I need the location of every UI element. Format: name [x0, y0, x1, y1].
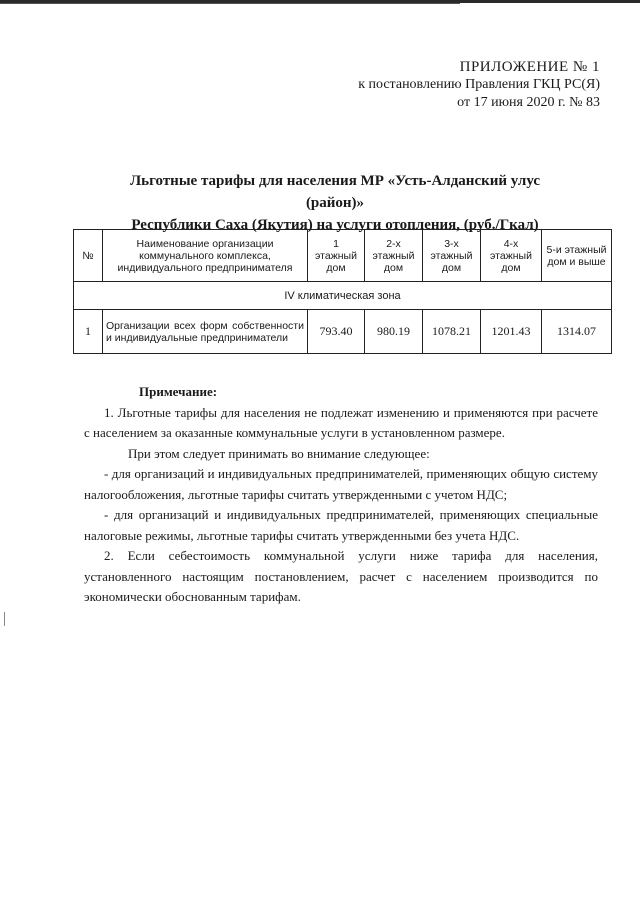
header-floor-2: 2-х этажный дом [365, 230, 423, 282]
header-floor-1: 1 этажный дом [308, 230, 365, 282]
tariff-table [73, 229, 612, 354]
header-floor-4: 4-х этажный дом [481, 230, 542, 282]
header-floor-5: 5-и этажный дом и выше [542, 230, 612, 282]
document-title [100, 170, 570, 236]
note-paragraph-3: - для организаций и индивидуальных предпринимателей, применяющих общую систему налогообложения, льготные тарифы считать утвержденными с учетом НДС; [84, 466, 598, 502]
note-paragraph-4: - для организаций и индивидуальных предпринимателей, применяющих специальные налоговые режимы, льготные тарифы считать утвержденными без учета НДС. [84, 507, 598, 543]
tariff-floor-3: 1078.21 [423, 310, 481, 354]
row-organization: Организации всех форм собственности и индивидуальные предприниматели [103, 310, 308, 354]
header-number: № [74, 230, 103, 282]
appendix-header [358, 58, 600, 112]
appendix-resolution-ref: к постановлению Правления ГКЦ РС(Я) [358, 77, 600, 92]
header-organization: Наименование организации коммунального комплекса, индивидуального предпринимателя [103, 230, 308, 282]
note-paragraph-5: 2. Если себестоимость коммунальной услуги ниже тарифа для населения, установленного настоящим постановлением, расчет с населением производится по экономически обоснованным тарифам. [84, 548, 598, 604]
table-zone-row [74, 282, 612, 310]
appendix-resolution-date: от 17 июня 2020 г. № 83 [457, 95, 600, 110]
tariff-floor-5: 1314.07 [542, 310, 612, 354]
note-paragraph-2: При этом следует принимать во внимание следующее: [128, 445, 430, 461]
tariff-floor-1: 793.40 [308, 310, 365, 354]
note-paragraph-1: 1. Льготные тарифы для населения не подлежат изменению и применяются при расчете с населением за оказанные коммунальные услуги в установленном размере. [84, 404, 598, 440]
table-header-row [74, 230, 612, 282]
notes-section [84, 382, 598, 608]
climate-zone-label: IV климатическая зона [74, 282, 612, 310]
title-line-1: Льготные тарифы для населения МР «Усть-Алданский улус (район)» [129, 173, 541, 211]
table-row [74, 310, 612, 354]
row-index: 1 [74, 310, 103, 354]
tariff-floor-4: 1201.43 [481, 310, 542, 354]
appendix-number: ПРИЛОЖЕНИЕ № 1 [459, 59, 600, 75]
header-floor-3: 3-х этажный дом [423, 230, 481, 282]
scan-top-edge-shadow [0, 3, 460, 4]
title-line-2: Республики Саха (Якутия) на услуги отопления, (руб./Гкал) [131, 217, 539, 233]
notes-title: Примечание: [139, 384, 218, 399]
scan-artifact-mark [4, 612, 5, 626]
tariff-floor-2: 980.19 [365, 310, 423, 354]
